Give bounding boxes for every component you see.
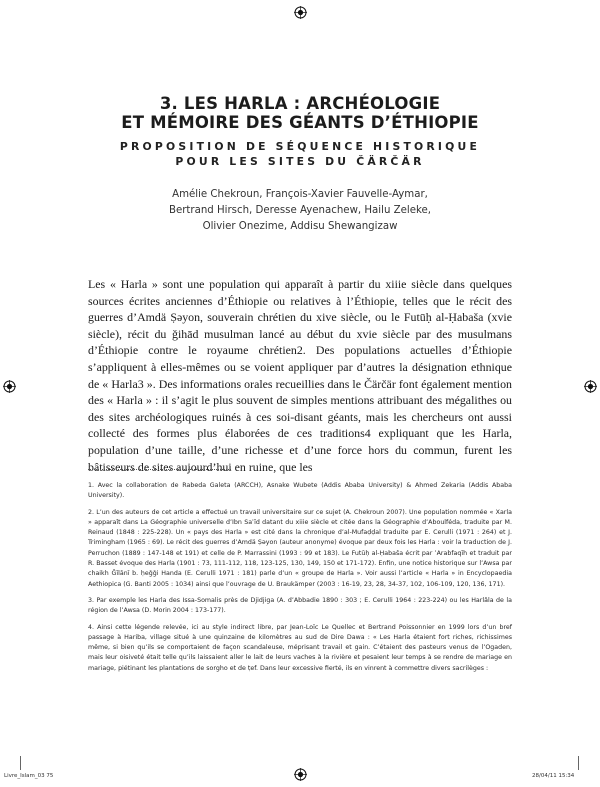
registration-mark-top <box>294 6 307 19</box>
author-line3: Olivier Onezime, Addisu Shewangizaw <box>202 221 398 232</box>
footnote-3: 3. Par exemple les Harla des Issa-Somalis près de Djidjiga (A. d’Abbadie 1890 : 303 ; E. Cerulli 1964 : 223-224) ou les Harlâla de la région de l’Awsa (D. Morin 2004 : 173-177). <box>88 596 512 615</box>
footnotes <box>88 481 512 680</box>
footnote-4: 4. Ainsi cette légende relevée, ici au style indirect libre, par Jean-Loïc Le Quellec et Bertrand Poissonnier en 1999 lors d’un bref passage à Hariba, village situé à une quinzaine de kilomètres au sud de Dire Dawa : « Les Harla étaient fort riches, richissimes même, si bien qu’ils se comportaient de façon scandaleuse, méprisant travail et gain. C’étaient des pasteurs venus de l’Ogaden, mais leur oisiveté était telle qu’ils laissaient aller le lait de leurs vaches à la rivière et pesaient leur temps à se rendre de mariage en mariage, piétinant les plantations de sorgho et de ṭef. Dans leur excessive fierté, ils en vinrent à commettre divers sacrilèges : <box>88 623 512 672</box>
crop-mark-bottom-left <box>20 756 21 770</box>
chapter-title-line1: 3. LES HARLA : ARCHÉOLOGIE <box>159 94 441 113</box>
body-text <box>88 276 512 475</box>
author-line1: Amélie Chekroun, François-Xavier Fauvelle-Aymar, <box>172 189 428 200</box>
slug-right: 28/04/11 15:34 <box>532 773 575 779</box>
footnote-1: 1. Avec la collaboration de Rabeda Galeta (ARCCH), Asnake Wubete (Addis Ababa University) & Ahmed Zekaria (Addis Ababa University). <box>88 482 512 500</box>
crop-mark-bottom-right <box>578 756 579 770</box>
footnote-separator <box>88 469 231 470</box>
chapter-subtitle <box>0 139 600 169</box>
registration-mark-bottom <box>294 768 307 781</box>
chapter-title-line2: ET MÉMOIRE DES GÉANTS D’ÉTHIOPIE <box>121 113 479 132</box>
footnote-2: 2. L’un des auteurs de cet article a effectué un travail universitaire sur ce sujet (A. Chekroun 2007). Une population nommée « Xarla » apparaît dans La Géographie universelle d’Ibn Saʿīd datant du xiiie siècle et citée dans la Géographie d’Aboulféda, traduite par M. Reinaud (1848 : 225-228). Un « pays des Harla » est cité dans la chronique d’al-Mufaḍḍal traduite par E. Cerulli (1971 : 264) et J. Trimingham (1965 : 69). Le récit des guerres d’Amdä Ṣəyon (auteur anonyme) évoque par deux fois les Harla : voir la traduction de J. Perruchon (1889 : 147-148 et 191) et celle de P. Marrassini (1993 : 99 et 183). Le Futūḥ al-Ḥabaša écrit par ʿArabfaqīh et traduit par R. Basset évoque des Harla (1901 : 73, 111-112, 118, 123-125, 130, 149, 150 et 171-172). Enfin, une notice historique sur l’Awsa par chaikh Ǧīlānī b. ḥeǧǧi Handa (E. Cerulli 1971 : 181) parle d’un « groupe de Harla ». Voir aussi l’article « Harla » in Encyclopaedia Aethiopica (G. Banti 2005 : 1034) ainsi que l’ouvrage de U. Braukämper (2003 : 16-19, 23, 28, 34-37, 102, 106-109, 120, 136, 171). <box>88 508 512 588</box>
chapter-subtitle-line1: PROPOSITION DE SÉQUENCE HISTORIQUE <box>119 140 481 153</box>
slug-left: Livre_Islam_03 75 <box>4 773 54 779</box>
author-list <box>0 187 600 235</box>
chapter-heading <box>0 94 600 169</box>
author-line2: Bertrand Hirsch, Deresse Ayenachew, Hailu Zeleke, <box>168 205 432 216</box>
body-paragraph: Les « Harla » sont une population qui apparaît à partir du xiiie siècle dans quelques sources écrites anciennes d’Éthiopie ou relatives à l’Éthiopie, telles que le récit des guerres d’Amdä Ṣəyon, souverain chrétien du xive siècle, ou le Futūḥ al-Ḥabaša (xvie siècle), récit du ǧihād musulman lancé au début du xvie siècle par des musulmans d’Éthiopie contre le royaume chrétien2. Des populations actuelles d’Éthiopie s’appliquent à elles-mêmes ou se voient appliquer par d’autres la désignation ethnique de « Harla3 ». Des informations orales recueillies dans le Čärčär font également mention des « Harla » : il s’agit le plus souvent de simples mentions attribuant des mégalithes ou des sites archéologiques ruinés à ces soi-disant géants, mais les chercheurs ont aussi collecté des formes plus élaborées de ces traditions4 expliquant que les Harla, population d’une taille, d’une richesse et d’une force hors du commun, furent les bâtisseurs de sites aujourd’hui en ruine, que les <box>88 277 512 474</box>
registration-mark-left <box>3 380 16 393</box>
registration-mark-right <box>584 380 597 393</box>
chapter-subtitle-line2: POUR LES SITES DU ČÄRČÄR <box>175 155 425 168</box>
